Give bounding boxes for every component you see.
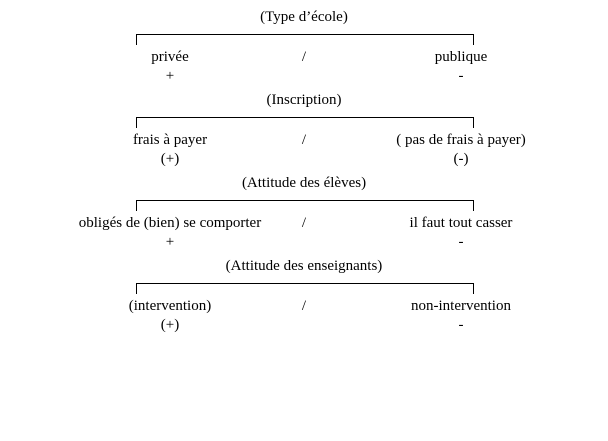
sign-row	[0, 67, 608, 85]
bracket-shape	[136, 283, 474, 294]
term-row	[0, 296, 608, 316]
diagram-canvas	[0, 8, 608, 441]
term-row	[0, 47, 608, 67]
category-title: (Inscription)	[266, 92, 342, 108]
category-title: (Type d’école)	[260, 9, 348, 25]
diagram-group	[0, 91, 608, 168]
right-term: ( pas de frais à payer)	[396, 132, 526, 148]
left-term: privée	[151, 49, 189, 65]
left-sign: (+)	[160, 151, 180, 167]
bracket-row	[0, 196, 608, 210]
diagram-group	[0, 174, 608, 251]
right-sign: -	[458, 68, 464, 84]
right-sign: (-)	[453, 151, 469, 167]
diagram-group	[0, 257, 608, 334]
left-term: obligés de (bien) se comporter	[78, 215, 262, 231]
term-row	[0, 130, 608, 150]
left-sign: +	[165, 234, 175, 250]
separator-slash: /	[301, 49, 307, 65]
separator-slash: /	[301, 132, 307, 148]
sign-row	[0, 150, 608, 168]
bracket-shape	[136, 200, 474, 211]
category-title: (Attitude des enseignants)	[225, 258, 383, 274]
left-sign: +	[165, 68, 175, 84]
term-row	[0, 213, 608, 233]
left-sign: (+)	[160, 317, 180, 333]
left-term: frais à payer	[132, 132, 208, 148]
right-sign: -	[458, 234, 464, 250]
right-term: publique	[434, 49, 488, 65]
bracket-shape	[136, 117, 474, 128]
bracket-row	[0, 279, 608, 293]
category-title: (Attitude des élèves)	[241, 175, 367, 191]
right-sign: -	[458, 317, 464, 333]
separator-slash: /	[301, 215, 307, 231]
diagram-group	[0, 8, 608, 85]
separator-slash: /	[301, 298, 307, 314]
left-term: (intervention)	[128, 298, 212, 314]
bracket-shape	[136, 34, 474, 45]
bracket-row	[0, 113, 608, 127]
right-term: non-intervention	[411, 298, 511, 314]
sign-row	[0, 233, 608, 251]
sign-row	[0, 316, 608, 334]
bracket-row	[0, 30, 608, 44]
right-term: il faut tout casser	[409, 215, 513, 231]
